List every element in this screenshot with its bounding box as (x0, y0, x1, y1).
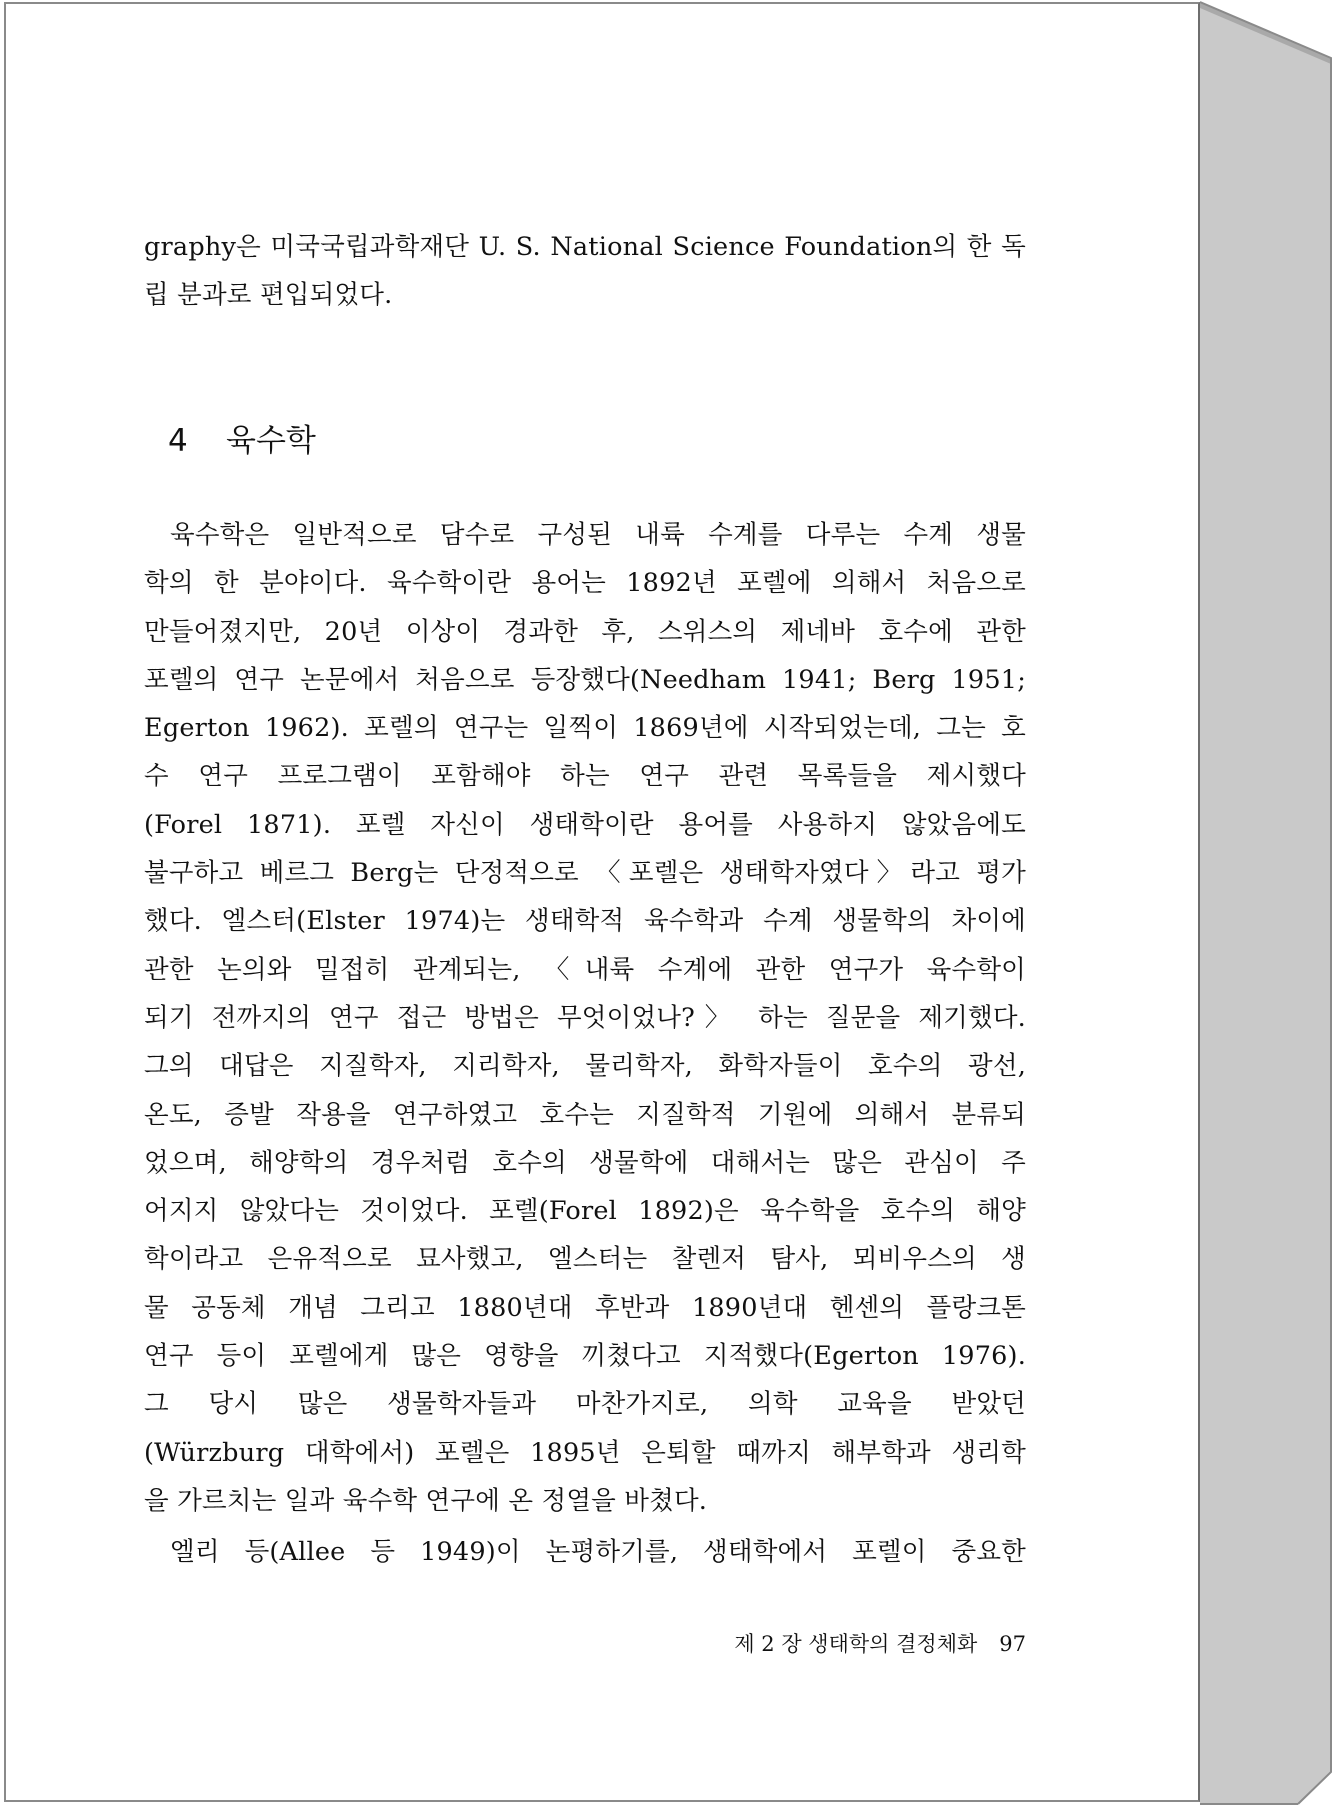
body-line: 학의 한 분야이다. 육수학이란 용어는 1892년 포렐에 의해서 처음으로 (144, 568, 1026, 599)
page-stack-edge (1200, 0, 1332, 1806)
body-line: 불구하고 베르그 Berg는 단정적으로 〈포렐은 생태학자였다〉라고 평가 (144, 858, 1026, 889)
section-title: 육수학 (226, 423, 316, 459)
body-line: 학이라고 은유적으로 묘사했고, 엘스터는 찰렌저 탐사, 뫼비우스의 생 (144, 1244, 1026, 1275)
body-line: 연구 등이 포렐에게 많은 영향을 끼쳤다고 지적했다(Egerton 1976). (144, 1341, 1026, 1372)
body-line: 만들어졌지만, 20년 이상이 경과한 후, 스위스의 제네바 호수에 관한 (144, 616, 1026, 647)
body-line: 포렐의 연구 논문에서 처음으로 등장했다(Needham 1941; Berg 1951; (144, 664, 1026, 695)
body-line: 엘리 등(Allee 등 1949)이 논평하기를, 생태학에서 포렐이 중요한 (170, 1537, 1026, 1567)
running-head: 제 2 장 생태학의 결정체화 (734, 1632, 978, 1656)
body-line: 수 연구 프로그램이 포함해야 하는 연구 관련 목록들을 제시했다 (144, 761, 1026, 792)
body-line: 그 당시 많은 생물학자들과 마찬가지로, 의학 교육을 받았던 (144, 1389, 1026, 1420)
body-line: 을 가르치는 일과 육수학 연구에 온 정열을 바쳤다. (144, 1485, 708, 1516)
body-paragraph-1 (144, 511, 1026, 1525)
intro-line: graphy은 미국국립과학재단 U. S. National Science Foundation의 한 독 (144, 232, 1026, 262)
body-line: 물 공동체 개념 그리고 1880년대 후반과 1890년대 헨센의 플랑크톤 (144, 1292, 1026, 1323)
body-line: (Forel 1871). 포렐 자신이 생태학이란 용어를 사용하지 않았음에도 (144, 809, 1026, 840)
body-line: 었으며, 해양학의 경우처럼 호수의 생물학에 대해서는 많은 관심이 주 (144, 1147, 1026, 1178)
section-heading (168, 415, 316, 460)
page-footer (734, 1628, 1026, 1658)
body-line: 관한 논의와 밀접히 관계되는, 〈내륙 수계에 관한 연구가 육수학이 (144, 954, 1026, 985)
body-line: 육수학은 일반적으로 담수로 구성된 내륙 수계를 다루는 수계 생물 (170, 520, 1026, 550)
intro-line: 립 분과로 편입되었다. (144, 280, 393, 311)
body-paragraph-2 (144, 1528, 1026, 1576)
body-line: 온도, 증발 작용을 연구하였고 호수는 지질학적 기원에 의해서 분류되 (144, 1099, 1026, 1130)
page-number: 97 (999, 1632, 1026, 1656)
body-line: 그의 대답은 지질학자, 지리학자, 물리학자, 화학자들이 호수의 광선, (144, 1051, 1026, 1082)
body-line: Egerton 1962). 포렐의 연구는 일찍이 1869년에 시작되었는데, 그는 호 (144, 713, 1026, 744)
body-line: (Würzburg 대학에서) 포렐은 1895년 은퇴할 때까지 해부학과 생리학 (144, 1437, 1026, 1468)
body-line: 어지지 않았다는 것이었다. 포렐(Forel 1892)은 육수학을 호수의 해양 (144, 1196, 1026, 1227)
body-line: 되기 전까지의 연구 접근 방법은 무엇이었나?〉 하는 질문을 제기했다. (144, 1002, 1026, 1033)
section-number: 4 (168, 423, 188, 459)
body-line: 했다. 엘스터(Elster 1974)는 생태학적 육수학과 수계 생물학의 차이에 (144, 906, 1026, 937)
intro-paragraph (144, 223, 1026, 320)
